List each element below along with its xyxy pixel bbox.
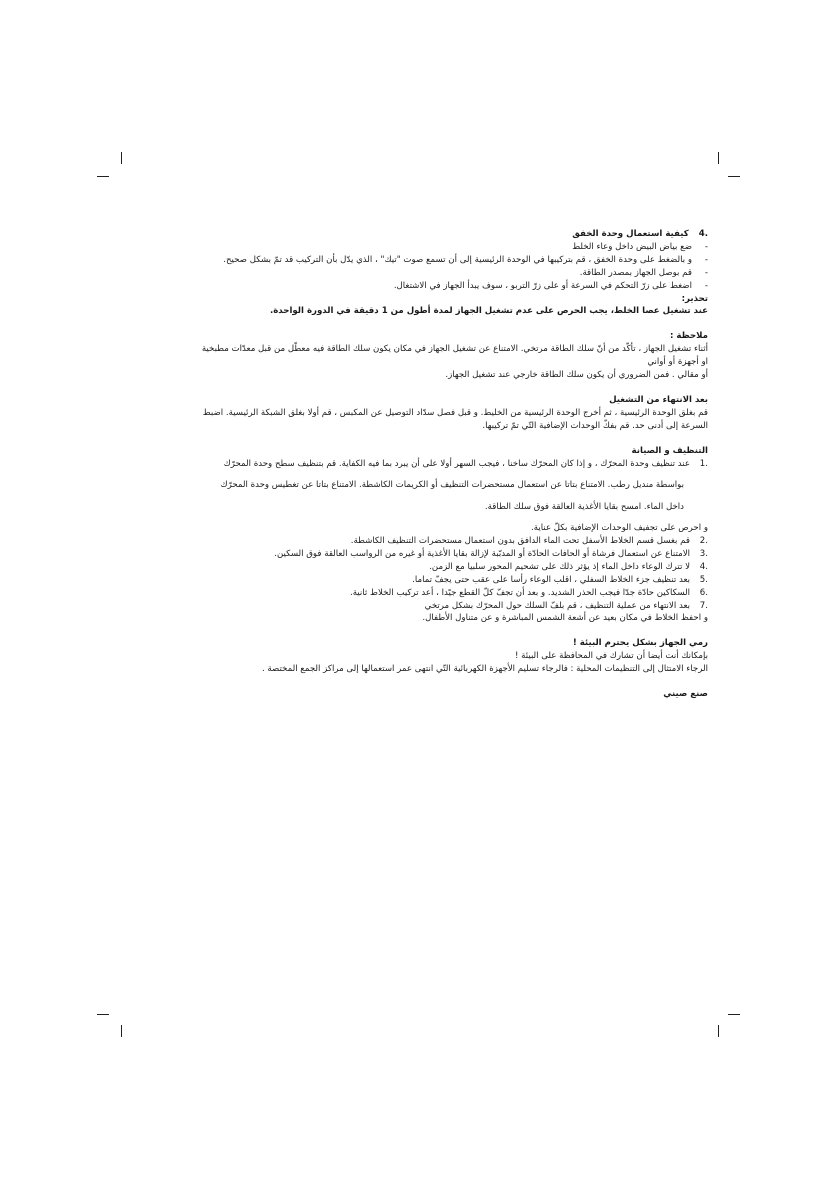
cleaning-title: التنظيف و الصيانة [631,445,708,456]
step-text: اضغط على زرّ التحكم في السرعة أو على زرّ التربو ، سوف يبدأ الجهاز في الاشتغال. [393,280,692,291]
note-line: أو مقالي . فمن الضروري أن يكون سلك الطاقة خارجي عند تشغيل الجهاز. [445,370,708,381]
item-text: بعد الانتهاء من عملية التنظيف ، قم بلفّ السلك حول المحرّك بشكل مرتخي [424,600,690,611]
crop-mark [121,1025,122,1037]
manual-page [123,228,708,701]
crop-mark [728,1014,740,1015]
crop-mark [728,176,740,177]
crop-mark [718,152,719,164]
item-text: السكاكين حادّة جدّا فيجب الحذر الشديد. و بعد أن تجفّ كلّ القطع جيّدا ، أعد تركيب الخلاط ثانية. [349,587,690,598]
list-item [123,561,708,574]
crop-mark [718,1025,719,1037]
item-number: .4 [699,561,708,572]
list-item [123,600,708,613]
list-item [123,587,708,600]
item-number: .5 [699,574,708,585]
crop-mark [97,176,109,177]
step-text: قم بوصل الجهاز بمصدر الطاقة. [579,267,692,278]
item-text: الامتناع عن استعمال فرشاة أو الحافات الحادّة أو المدبّبة لإزالة بقايا الأغذية أو غيره من الرواسب العالقة فوق السكين. [274,548,690,559]
bullet: - [704,241,708,252]
item-number: .3 [699,548,708,559]
note-title: ملاحظة : [669,331,708,342]
section-title: كيفية استعمال وحدة الخفق [572,229,689,239]
item-number: .2 [699,536,708,546]
list-item [123,535,708,548]
item-text: لا تترك الوعاء داخل الماء إذ يؤثر ذلك على تشحيم المحور سلبيا مع الزمن. [429,561,690,572]
environment-line: الرجاء الامتثال إلى التنظيمات المحلية : فالرجاء تسليم الأجهزة الكهربائية التّي انتهى عمر استعمالها إلى مراكز الجمع المختصة . [261,664,708,675]
item-text-continued: بواسطة منديل رطب. الامتناع بتاتا عن استعمال مستحضرات التنظيف أو الكريمات الكاشطة. الامتناع بتاتا عن تغطيس وحدة المحرّك [220,480,684,491]
warning-label: تحذير: [681,293,708,304]
note-line: او أجهزة أو أواني [647,357,708,368]
after-use-line: السرعة إلى أدنى حد. قم بفكّ الوحدات الإضافية التّي تمّ تركيبها. [482,420,708,431]
list-item [123,267,708,280]
note-line: أثناء تشغيل الجهاز ، تأكّد من أنّ سلك الطاقة مرتخي. الامتناع عن تشغيل الجهاز في مكان يكون سلك الطاقة فيه معطّل من قبل معدّات مطبخية [201,344,708,355]
item-number: .7 [699,600,708,611]
environment-line: بإمكانك أنت أيضا أن تشارك في المحافظة على البيئة ! [514,651,708,662]
after-use-line: قم بغلق الوحدة الرئيسية ، ثم أخرج الوحدة الرئيسية من الخليط. و قبل فصل سدّاد التوصيل عن المكبس ، قم أولا بغلق الشبكة الرئيسية. اضبط [202,407,708,418]
step-text: ضع بياض البيض داخل وعاء الخلط [572,241,692,252]
dry-note: و احرص على تجفيف الوحدات الإضافية بكلّ عناية. [531,523,708,534]
section-4-heading [123,228,708,241]
item-number: .1 [699,458,708,469]
list-item [123,548,708,561]
made-in-label: صنع صيني [663,689,708,700]
item-text: بعد تنظيف جزء الخلاط السفلي ، اقلب الوعاء رأسا على عقب حتى يجفّ تماما. [412,574,690,585]
item-text-continued: داخل الماء. امسح بقايا الأغذية العالقة فوق سلك الطاقة. [484,501,684,512]
store-note: و احفظ الخلاط في مكان بعيد عن أشعة الشمس المباشرة و عن متناول الأطفال. [422,613,708,624]
list-item [123,458,708,471]
after-use-title: بعد الانتهاء من التشغيل [609,394,708,405]
crop-mark [121,152,122,164]
list-item [123,254,708,267]
warning-text: عند تشغيل عصا الخلط، يجب الحرص على عدم تشغيل الجهاز لمدة أطول من 1 دقيقة في الدورة الواحدة. [269,306,708,317]
list-item [123,241,708,254]
item-text: عند تنظيف وحدة المحرّك ، و إذا كان المحرّك ساخنا ، فيجب السهر أولا على أن يبرد بما فيه الكفاية. قم بتنظيف سطح وحدة المحرّك [223,458,690,469]
list-item [123,574,708,587]
section-number: .4 [698,229,708,239]
bullet: - [704,267,708,278]
environment-title: رمي الجهاز بشكل يحترم البيئة ! [572,638,708,649]
crop-mark [97,1014,109,1015]
bullet: - [704,280,708,291]
item-number: .6 [699,587,708,598]
bullet: - [704,254,708,265]
item-text: قم بغسل قسم الخلاط الأسفل تحت الماء الدافق بدون استعمال مستحضرات التنظيف الكاشطة. [350,536,690,546]
list-item [123,280,708,293]
step-text: و بالضغط على وحدة الخفق ، قم بتركيبها في الوحدة الرئيسية إلى أن تسمع صوت "تيك" ، الذي يدّل بأن التركيب قد تمّ بشكل صحيح. [223,254,692,265]
